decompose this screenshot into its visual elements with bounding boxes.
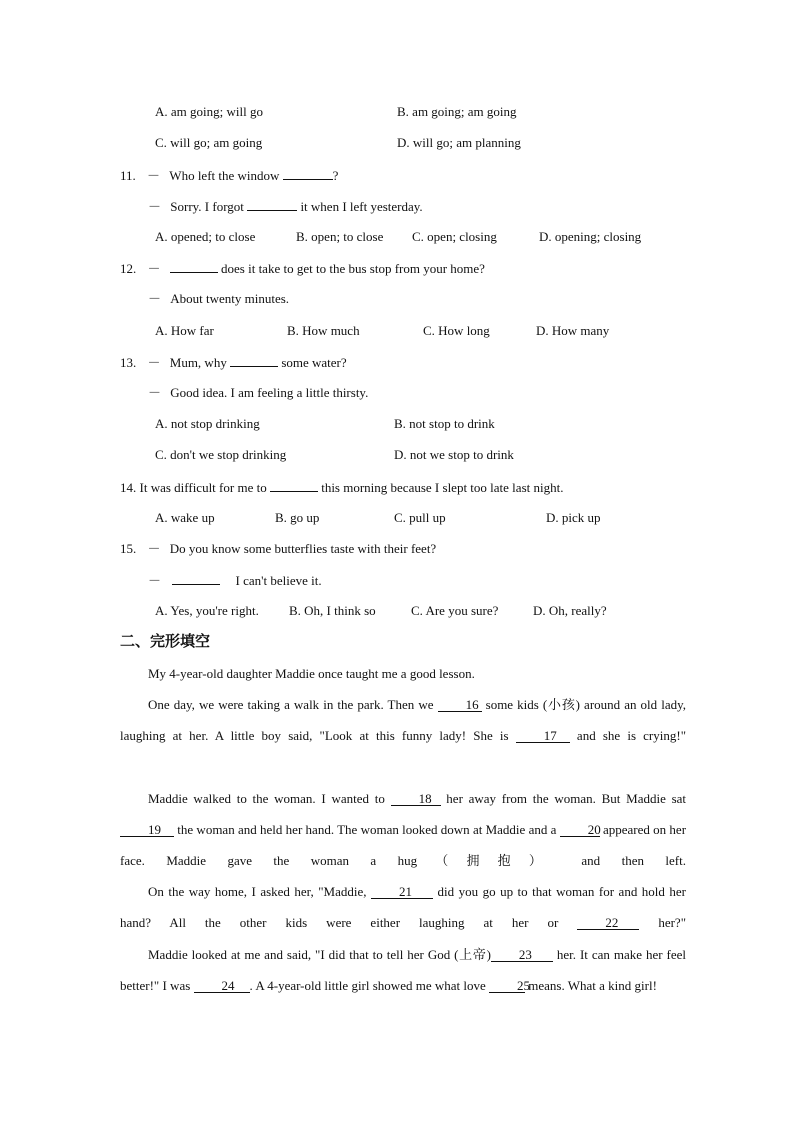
q12-option-c: C. How long (423, 323, 490, 338)
q14-text: 14. It was difficult for me to (120, 480, 267, 495)
blank-17: 17 (516, 730, 570, 743)
q14-option-a: A. wake up (155, 510, 215, 525)
blank-19: 19 (120, 824, 174, 837)
q15-option-a: A. Yes, you're right. (155, 603, 259, 618)
q15-line1-text: Do you know some butterflies taste with their feet? (169, 541, 437, 556)
passage-text: Maddie walked to the woman. I wanted to (148, 791, 385, 806)
q10-option-b: B. am going; am going (397, 104, 517, 119)
passage-text: her away from the woman. But Maddie sat (446, 791, 687, 806)
blank-22: 22 (577, 917, 639, 930)
q15-blank (172, 572, 220, 585)
q13-line2-text: Good idea. I am feeling a little thirsty. (170, 385, 369, 400)
q13-line1-text: Mum, why (169, 355, 227, 370)
blank-18: 18 (391, 793, 441, 806)
q13-option-d: D. not we stop to drink (394, 447, 514, 462)
q15-dash1: － (147, 541, 161, 556)
passage-text: One day, we were taking a walk in the park. Then we (148, 697, 434, 712)
q13-dash2: － (148, 385, 162, 400)
q14-option-b: B. go up (275, 510, 320, 525)
q13-option-a: A. not stop drinking (155, 416, 260, 431)
q11-line2-end: it when I left yesterday. (300, 199, 423, 214)
q13-dash1: － (147, 355, 161, 370)
q11-blank1 (283, 167, 333, 180)
q11-number: 11. (120, 168, 136, 183)
passage-text: did you go up to that woman for and hold her hand? All the other kids were either laughing at her or (120, 884, 687, 930)
passage-text: . A 4-year-old little girl showed me what love (249, 978, 486, 993)
q11-option-b: B. open; to close (296, 229, 384, 244)
q11-line1-end: ? (332, 168, 339, 183)
q11-dash1: － (147, 168, 161, 183)
q14-line (120, 479, 563, 496)
q12-line1-text: does it take to get to the bus stop from your home? (221, 261, 485, 276)
q12-line2 (148, 291, 289, 307)
q15-option-d: D. Oh, really? (533, 603, 607, 618)
blank-23: 23 (491, 949, 553, 962)
passage-paragraph-2 (120, 689, 686, 751)
q11-line1-text: Who left the window (169, 168, 280, 183)
q12-dash1: － (147, 261, 161, 276)
q15-line1 (120, 541, 436, 557)
q14-option-c: C. pull up (394, 510, 446, 525)
q11-line2-text: Sorry. I forgot (170, 199, 244, 214)
q13-option-c: C. don't we stop drinking (155, 447, 287, 462)
q12-option-d: D. How many (536, 323, 610, 338)
q13-line1-end: some water? (281, 355, 347, 370)
passage-paragraph-3 (120, 783, 686, 876)
blank-21: 21 (371, 886, 433, 899)
passage-paragraph-4 (120, 876, 686, 938)
blank-25: 25 (489, 980, 525, 993)
q12-option-a: A. How far (155, 323, 214, 338)
q10-option-c: C. will go; am going (155, 135, 263, 150)
q10-option-a: A. am going; will go (155, 104, 263, 119)
passage-text: Maddie looked at me and said, "I did that to tell her God (上帝) (148, 947, 491, 962)
q13-option-b: B. not stop to drink (394, 416, 495, 431)
q13-line2 (148, 385, 368, 401)
passage-paragraph-1: My 4-year-old daughter Maddie once taught me a good lesson. (148, 666, 475, 681)
passage-text: some kids (小孩) around an old lady, laughing at her. A little boy said, "Look at this funny lady! She is (120, 697, 687, 743)
passage-text: means. What a kind girl! (528, 978, 657, 993)
q11-line2 (148, 198, 423, 215)
q12-option-b: B. How much (287, 323, 360, 338)
q10-option-d: D. will go; am planning (397, 135, 521, 150)
q12-dash2: － (148, 291, 162, 306)
q11-blank2 (247, 198, 297, 211)
q11-dash2: － (148, 199, 162, 214)
blank-16: 16 (438, 699, 482, 712)
blank-24: 24 (194, 980, 250, 993)
q11-option-c: C. open; closing (412, 229, 497, 244)
q11-line1 (120, 167, 338, 184)
q13-line1 (120, 354, 347, 371)
q15-number: 15. (120, 541, 137, 556)
q12-number: 12. (120, 261, 137, 276)
q12-line2-text: About twenty minutes. (170, 291, 290, 306)
passage-text: her. It can make her feel better!" I was (120, 947, 686, 993)
q14-text-end: this morning because I slept too late last night. (321, 480, 564, 495)
q15-line2 (148, 572, 322, 589)
passage-text: her?" (658, 915, 687, 930)
passage-text: appeared on her face. Maddie gave the woman a hug（拥抱） and then left. (120, 822, 687, 868)
passage-text: On the way home, I asked her, "Maddie, (148, 884, 367, 899)
passage-paragraph-5 (120, 939, 686, 1001)
section-title-cloze: 二、完形填空 (120, 632, 211, 650)
q13-blank (230, 354, 278, 367)
q15-option-b: B. Oh, I think so (289, 603, 376, 618)
q13-number: 13. (120, 355, 137, 370)
q15-option-c: C. Are you sure? (411, 603, 499, 618)
q12-line1 (120, 260, 485, 277)
passage-text: the woman and held her hand. The woman looked down at Maddie and a (177, 822, 557, 837)
q14-blank (270, 479, 318, 492)
passage-text: and she is crying!" (576, 728, 686, 743)
q11-option-d: D. opening; closing (539, 229, 642, 244)
q12-blank (170, 260, 218, 273)
blank-20: 20 (560, 824, 600, 837)
q11-option-a: A. opened; to close (155, 229, 256, 244)
q15-line2-text: I can't believe it. (235, 573, 322, 588)
q14-option-d: D. pick up (546, 510, 601, 525)
q15-dash2: － (148, 573, 162, 588)
